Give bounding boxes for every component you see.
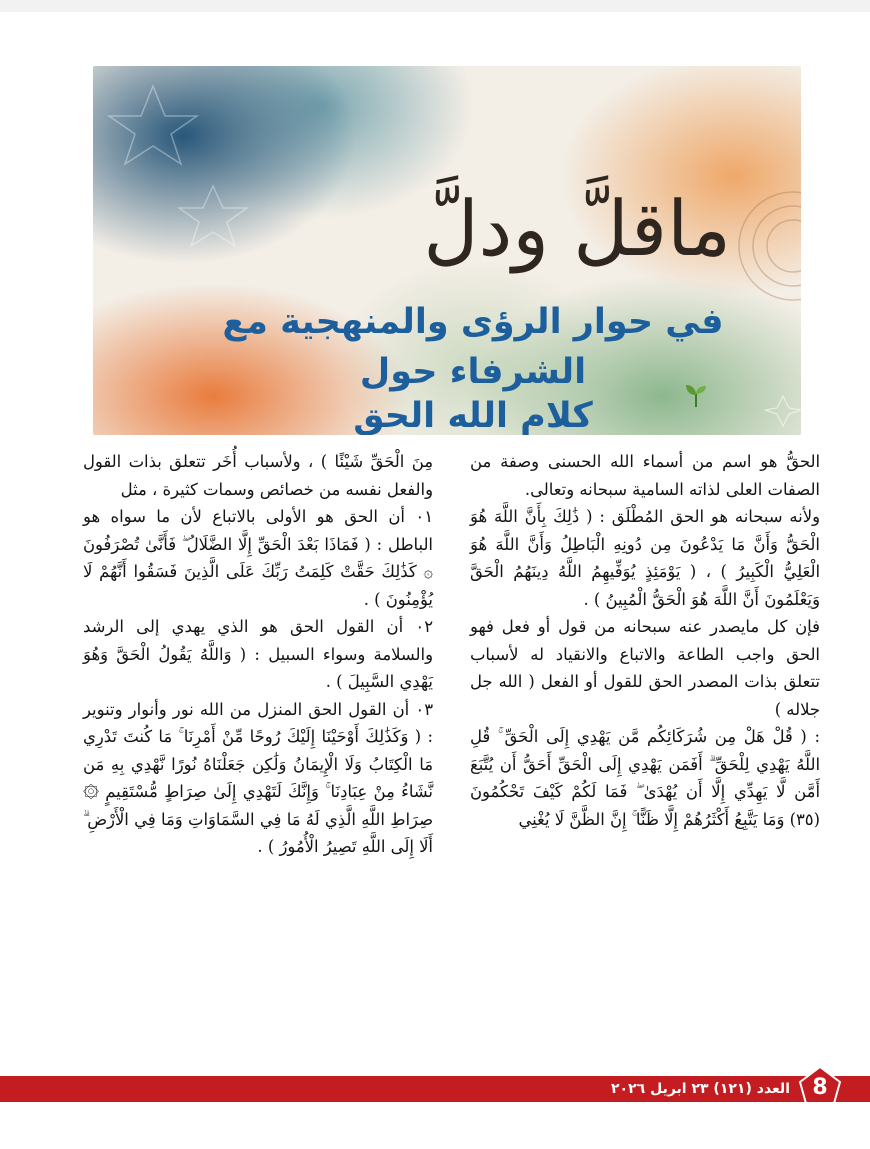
issue-info: العدد (١٢١) ٢٣ ابريل ٢٠٢٦ — [611, 1081, 790, 1097]
header-banner — [93, 66, 801, 435]
page-top-strip — [0, 0, 870, 12]
page-number: 8 — [812, 1075, 828, 1100]
paragraph: ٠١ أن الحق هو الأولى بالاتباع لأن ما سواه هو الباطل : ( فَمَاذَا بَعْدَ الْحَقِّ إِلَّا الضَّلَالُ ۖ فَأَنَّىٰ تُصْرَفُونَ ۞ كَذَٰلِكَ حَقَّتْ كَلِمَتُ رَبِّكَ عَلَى الَّذِينَ فَسَقُوا أَنَّهُمْ لَا يُؤْمِنُونَ ) . — [83, 507, 433, 609]
banner-subtitle-line-3: كلام الله الحق — [353, 396, 593, 435]
banner-subtitle-line-2: الشرفاء حول — [359, 352, 587, 392]
paragraph: : ( قُلْ هَلْ مِن شُرَكَائِكُم مَّن يَهْدِي إِلَى الْحَقِّ ۚ قُلِ اللَّهُ يَهْدِي لِلْحَقِّ ۗ أَفَمَن يَهْدِي إِلَى الْحَقِّ أَحَقُّ أَن يُتَّبَعَ أَمَّن لَّا يَهِدِّي إِلَّا أَن يُهْدَىٰ ۖ فَمَا لَكُمْ كَيْفَ تَحْكُمُونَ (٣٥) وَمَا يَتَّبِعُ أَكْثَرُهُمْ إِلَّا ظَنًّا ۚ إِنَّ الظَّنَّ لَا يُغْنِي — [470, 727, 820, 829]
paragraph: الحقُّ هو اسم من أسماء الله الحسنى وصفة من الصفات العلى لذاته السامية سبحانه وتعالى. — [470, 452, 820, 499]
paragraph: مِنَ الْحَقِّ شَيْئًا ) ، ولأسباب أُخَر تتعلق بذات القول والفعل نفسه من خصائص وسمات كثيرة ، مثل — [83, 452, 433, 499]
sprout-icon — [683, 382, 709, 408]
paragraph: ٠٢ أن القول الحق هو الذي يهدي إلى الرشد والسلامة وسواء السبيل : ( وَاللَّهُ يَقُولُ الْحَقَّ وَهُوَ يَهْدِي السَّبِيلَ ) . — [83, 617, 433, 691]
paragraph: فإن كل مايصدر عنه سبحانه من قول أو فعل فهو الحق واجب الطاعة والاتباع والانقياد له لأسباب تتعلق بذات المصدر الحق للقول أو الفعل ( الله جل جلاله ) — [470, 617, 820, 719]
paragraph: ولأنه سبحانه هو الحق المُطْلَق : ( ذَٰلِكَ بِأَنَّ اللَّهَ هُوَ الْحَقُّ وَأَنَّ مَا يَدْعُونَ مِن دُونِهِ الْبَاطِلُ وَأَنَّ اللَّهَ هُوَ الْعَلِيُّ الْكَبِيرُ ) ، ( يَوْمَئِذٍ يُوَفِّيهِمُ اللَّهُ دِينَهُمُ الْحَقَّ وَيَعْلَمُونَ أَنَّ اللَّهَ هُوَ الْحَقُّ الْمُبِينُ ) . — [470, 507, 820, 609]
text-column-left — [83, 448, 433, 861]
banner-subtitle-line-1: في حوار الرؤى والمنهجية مع — [222, 302, 724, 342]
paragraph: ٠٣ أن القول الحق المنزل من الله نور وأنوار وتنوير : ( وَكَذَٰلِكَ أَوْحَيْنَا إِلَيْكَ رُوحًا مِّنْ أَمْرِنَا ۚ مَا كُنتَ تَدْرِي مَا الْكِتَابُ وَلَا الْإِيمَانُ وَلَٰكِن جَعَلْنَاهُ نُورًا نَّهْدِي بِهِ مَن نَّشَاءُ مِنْ عِبَادِنَا ۚ وَإِنَّكَ لَتَهْدِي إِلَىٰ صِرَاطٍ مُّسْتَقِيمٍ ۞ صِرَاطِ اللَّهِ الَّذِي لَهُ مَا فِي السَّمَاوَاتِ وَمَا فِي الْأَرْضِ ۗ أَلَا إِلَى اللَّهِ تَصِيرُ الْأُمُورُ ) . — [83, 699, 433, 856]
text-column-right — [470, 448, 820, 833]
banner-calligraphy-title: ماقلَّ ودلَّ — [423, 184, 731, 273]
page-bottom-margin — [0, 1102, 870, 1149]
